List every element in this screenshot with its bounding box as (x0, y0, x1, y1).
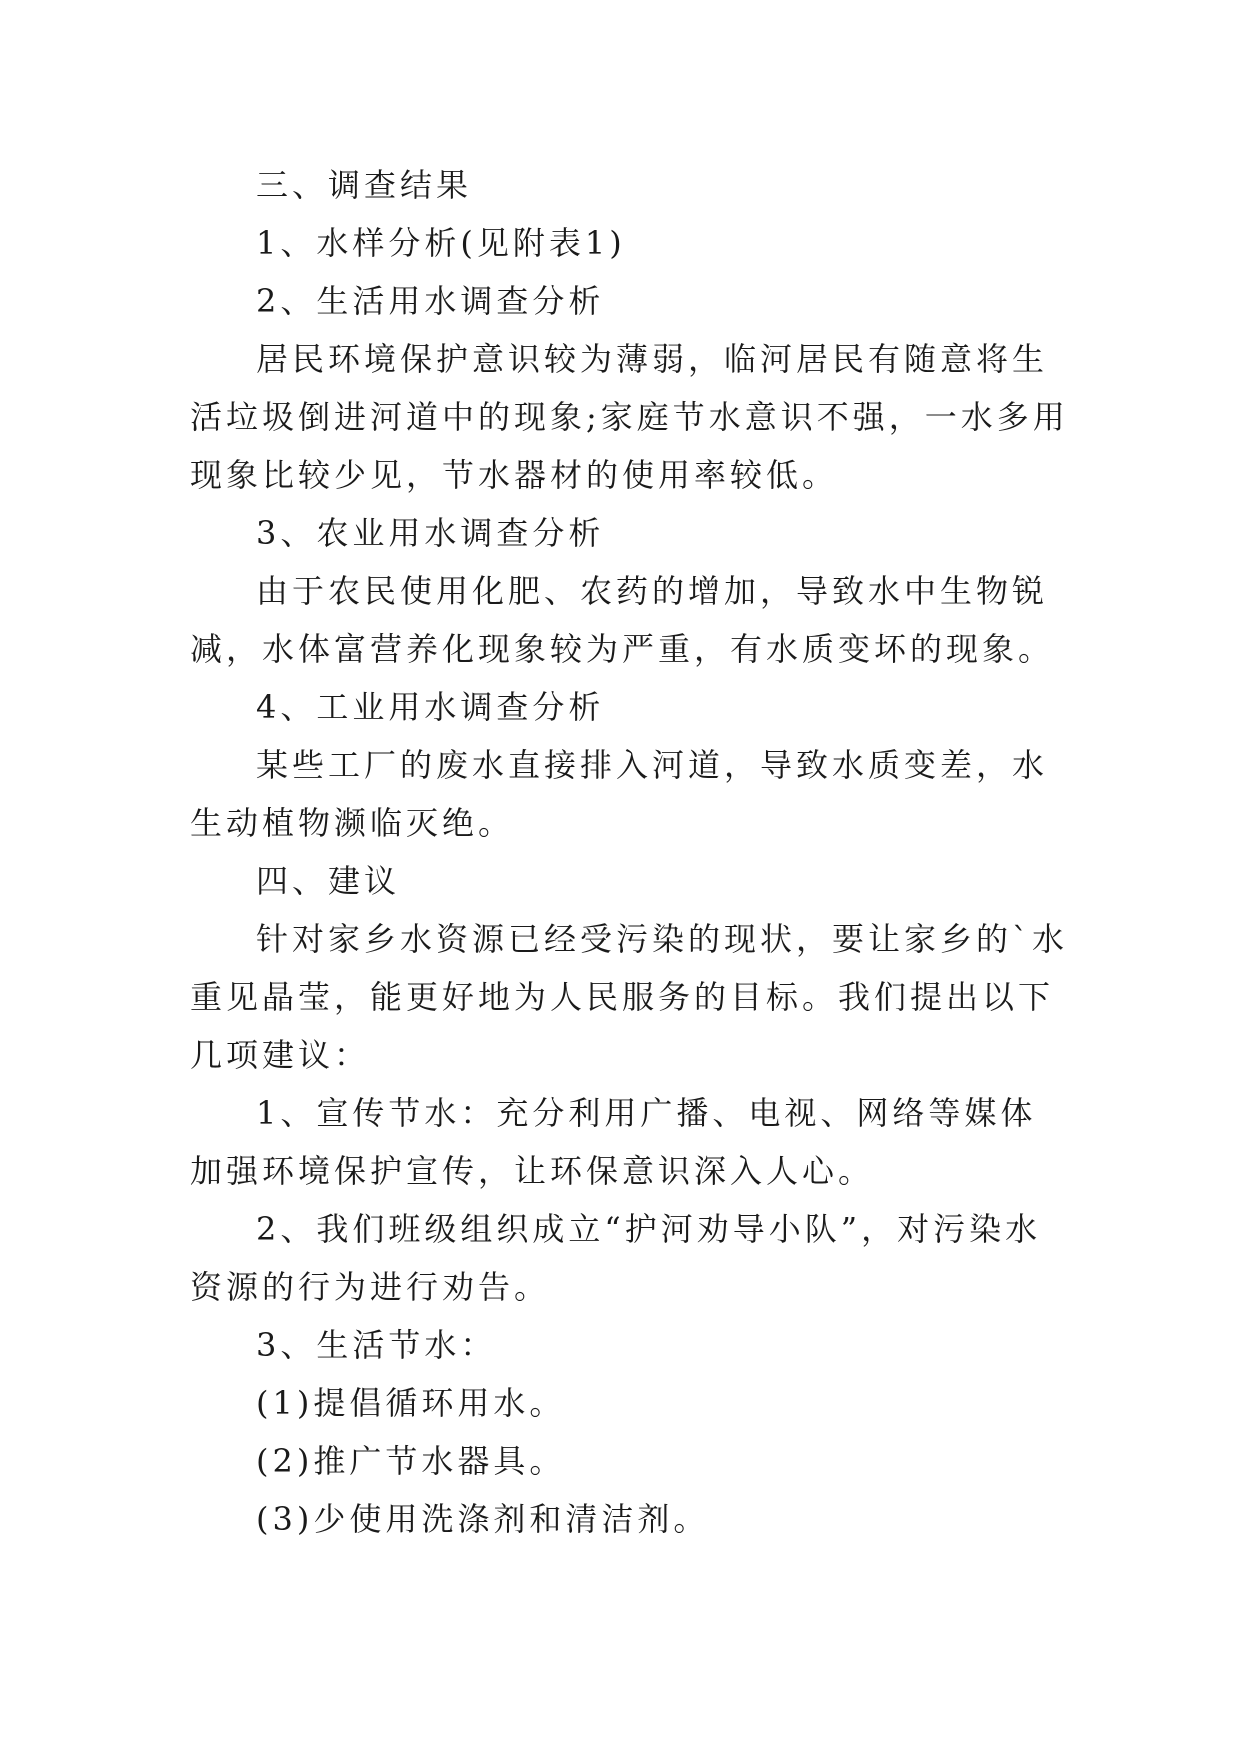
suggestion-river-team: 2、我们班级组织成立“护河劝导小队”，对污染水资源的行为进行劝告。 (190, 1210, 1042, 1306)
sub-item-recycle-water: (1)提倡循环用水。 (256, 1384, 566, 1422)
item-water-sample-analysis: 1、水样分析(见附表1) (256, 224, 626, 262)
sub-item-water-saving-devices: (2)推广节水器具。 (256, 1442, 566, 1480)
paragraph-domestic-water: 居民环境保护意识较为薄弱，临河居民有随意将生活垃圾倒进河道中的现象;家庭节水意识不强，一水多用现象比较少见，节水器材的使用率较低。 (190, 340, 1069, 494)
item-industrial-water-heading: 4、工业用水调查分析 (256, 688, 605, 726)
item-domestic-water-heading: 2、生活用水调查分析 (256, 282, 605, 320)
suggestion-publicity: 1、宣传节水：充分利用广播、电视、网络等媒体加强环境保护宣传，让环保意识深入人心。 (190, 1094, 1037, 1190)
paragraph-industrial-water: 某些工厂的废水直接排入河道，导致水质变差，水生动植物濒临灭绝。 (190, 746, 1049, 842)
document-body (190, 156, 1070, 1548)
suggestion-domestic-saving: 3、生活节水： (256, 1326, 497, 1364)
item-agricultural-water-heading: 3、农业用水调查分析 (256, 514, 605, 552)
section-heading-results: 三、调查结果 (256, 166, 473, 204)
paragraph-agricultural-water: 由于农民使用化肥、农药的增加，导致水中生物锐减，水体富营养化现象较为严重，有水质变坏的现象。 (190, 572, 1055, 668)
section-heading-suggestions: 四、建议 (256, 862, 401, 900)
paragraph-suggestions-intro: 针对家乡水资源已经受污染的现状，要让家乡的`水重见晶莹，能更好地为人民服务的目标。我们提出以下几项建议： (190, 920, 1069, 1074)
sub-item-less-detergent: (3)少使用洗涤剂和清洁剂。 (256, 1500, 710, 1538)
